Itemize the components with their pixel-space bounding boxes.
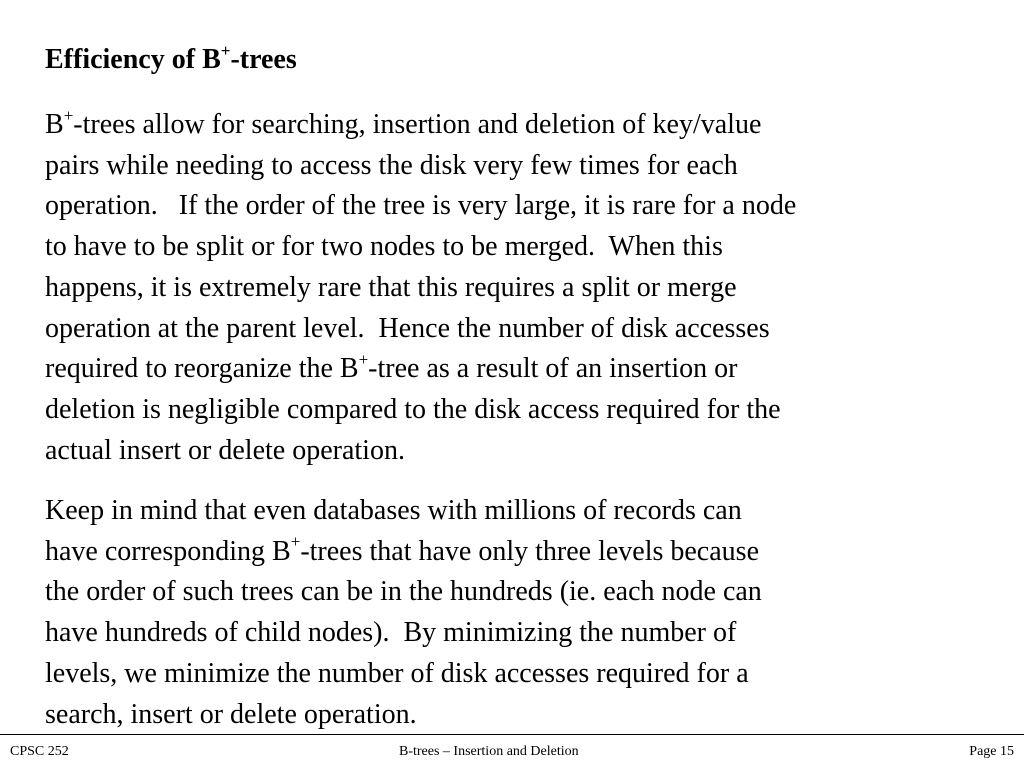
line-text: operation. If the order of the tree is very large, it is rare for a node: [45, 190, 797, 222]
footer-divider: [0, 734, 1024, 735]
line-text: Keep in mind that even databases with millions of records can: [45, 495, 742, 526]
line-text: operation at the parent level. Hence the number of disk accesses: [45, 312, 770, 344]
line-text: -tree as a result of an insertion or: [368, 353, 738, 385]
line-text: search, insert or delete operation.: [45, 698, 417, 730]
line-superscript: +: [290, 532, 301, 552]
slide-title: [45, 42, 297, 78]
footer-course-code: CPSC 252: [10, 744, 69, 759]
paragraph-line: [45, 268, 980, 309]
title-text-prefix: Efficiency of B: [45, 44, 221, 75]
paragraph-line: [45, 532, 980, 573]
paragraph-line: [45, 431, 980, 472]
paragraph-line: [45, 349, 980, 390]
body-paragraph-2: [45, 491, 980, 735]
line-text: deletion is negligible compared to the disk access required for the: [45, 393, 781, 425]
line-text: required to reorganize the B: [45, 353, 359, 385]
line-text: happens, it is extremely rare that this requires a split or merge: [45, 271, 737, 303]
line-text: actual insert or delete operation.: [45, 434, 405, 466]
line-text: -trees that have only three levels because: [300, 535, 759, 567]
paragraph-line: [45, 105, 980, 146]
paragraph-line: [45, 613, 980, 654]
paragraph-line: [45, 390, 980, 431]
line-superscript: +: [63, 105, 74, 125]
line-text: have corresponding B: [45, 535, 291, 567]
line-text: B: [45, 109, 64, 140]
paragraph-line: [45, 186, 980, 227]
footer-page-number: Page 15: [969, 744, 1014, 759]
paragraph-line: [45, 572, 980, 613]
line-text: pairs while needing to access the disk very few times for each: [45, 149, 738, 181]
paragraph-line: [45, 309, 980, 350]
line-text: have hundreds of child nodes). By minimizing the number of: [45, 617, 737, 649]
paragraph-line: [45, 654, 980, 695]
paragraph-line: [45, 695, 980, 736]
footer-lecture-title: B-trees – Insertion and Deletion: [399, 744, 579, 759]
line-text: levels, we minimize the number of disk accesses required for a: [45, 657, 749, 689]
line-text: the order of such trees can be in the hundreds (ie. each node can: [45, 576, 762, 608]
title-text-suffix: -trees: [230, 44, 297, 75]
paragraph-line: [45, 491, 980, 532]
line-text: -trees allow for searching, insertion and deletion of key/value: [73, 109, 762, 140]
paragraph-line: [45, 146, 980, 187]
line-text: to have to be split or for two nodes to be merged. When this: [45, 231, 723, 263]
line-superscript: +: [358, 349, 369, 369]
paragraph-line: [45, 227, 980, 268]
title-superscript: +: [220, 40, 231, 60]
body-paragraph-1: [45, 105, 980, 471]
